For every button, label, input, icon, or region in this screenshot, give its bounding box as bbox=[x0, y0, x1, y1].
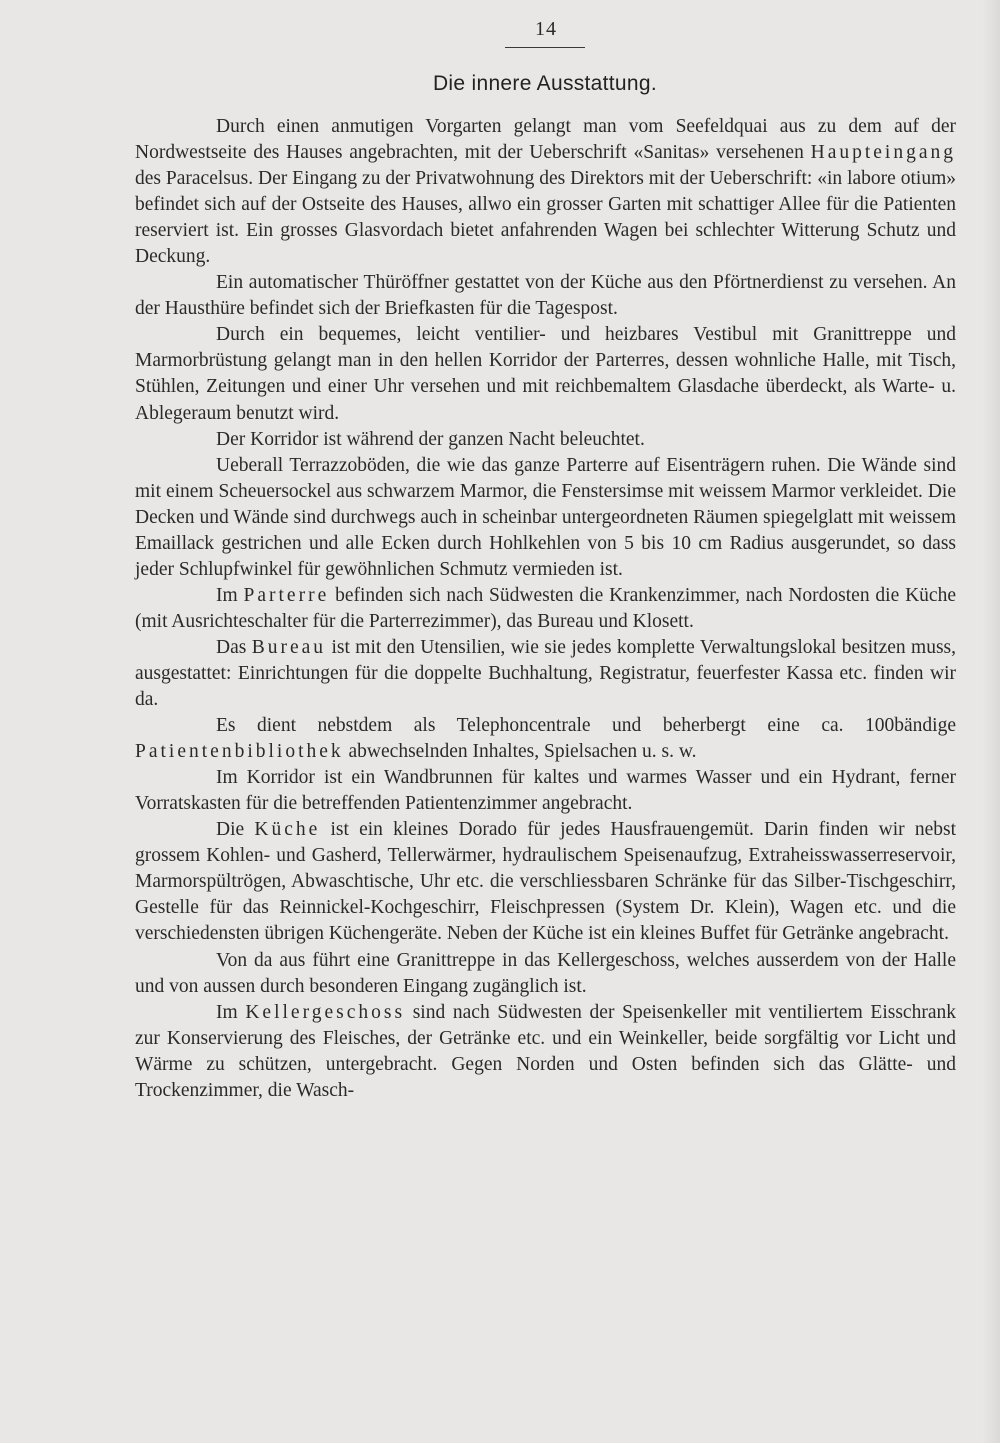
spaced-term-patientenbibliothek: Patientenbibliothek bbox=[135, 741, 344, 763]
text-run: ist ein kleines Dorado für jedes Hausfrauengemüt. Darin finden wir nebst grossem Kohlen- und Gasherd, Tellerwärmer, hydraulischem Speisenaufzug, Extraheisswasserreservoir, Marmorspültrögen, Abwaschtische, Uhr etc. die verschliessbaren Schränke für das Silber-Tischgeschirr, Gestelle für das Reinnickel-Kochgeschirr, Fleischpressen (System Dr. Klein), Wagen etc. und die verschiedensten übrigen Küchengeräte. Neben der Küche ist ein kleines Buffet für Getränke angebracht. bbox=[135, 819, 957, 945]
spaced-term-haupteingang: Haupteingang bbox=[810, 142, 956, 164]
text-run: Im bbox=[216, 1001, 246, 1023]
text-run: Im Korridor ist ein Wandbrunnen für kaltes und warmes Wasser und ein Hydrant, ferner Vorratskasten für die betreffenden Patientenzimmer angebracht. bbox=[135, 767, 956, 815]
paragraph-door-opener bbox=[135, 270, 956, 322]
paragraph-entrance bbox=[135, 114, 956, 270]
page-number-rule bbox=[505, 47, 585, 48]
paragraph-staircase bbox=[135, 948, 956, 1000]
text-run: befinden sich nach Südwesten die Krankenzimmer, nach Nordosten die Küche (mit Ausrichteschalter für die Parterrezimmer), das Bureau und Klosett. bbox=[135, 584, 956, 632]
text-run: Von da aus führt eine Granittreppe in das Kellergeschoss, welches ausserdem von der Halle und von aussen durch besonderen Eingang zugänglich ist. bbox=[135, 949, 956, 997]
spaced-term-kueche: Küche bbox=[254, 819, 321, 841]
text-run: Durch ein bequemes, leicht ventilier- und heizbares Vestibul mit Granittreppe und Marmorbrüstung gelangt man in den hellen Korridor der Parterres, dessen wohnliche Halle, mit Tisch, Stühlen, Zeitungen und einer Uhr versehen und mit reichbemaltem Glasdache überdeckt, als Warte- u. Ablegeraum benutzt wird. bbox=[135, 324, 956, 424]
spaced-term-parterre: Parterre bbox=[243, 584, 330, 606]
text-run: abwechselnden Inhaltes, Spielsachen u. s. w. bbox=[343, 741, 697, 763]
text-run: Es dient nebstdem als Telephoncentrale und beherbergt eine ca. 100bändige bbox=[216, 715, 956, 737]
text-run: Das bbox=[216, 636, 252, 658]
text-run: Durch einen anmutigen Vorgarten gelangt man vom Seefeldquai aus zu dem auf der Nordwestseite des Hauses angebrachten, mit der Ueberschrift «Sanitas» versehenen bbox=[135, 116, 956, 164]
paragraph-kitchen bbox=[135, 817, 956, 947]
text-run: Ein automatischer Thüröffner gestattet von der Küche aus den Pförtnerdienst zu versehen. An der Hausthüre befindet sich der Briefkasten für die Tagespost. bbox=[135, 272, 956, 320]
text-run: Ueberall Terrazzoböden, die wie das ganze Parterre auf Eisenträgern ruhen. Die Wände sind mit einem Scheuersockel aus schwarzem Marmor, die Fenstersimse mit weissem Marmor verkleidet. Die Decken und Wände sind durchwegs auch in scheinbar untergeordneten Räumen spiegelglatt mit weissem Emaillack gestrichen und alle Ecken durch Hohlkehlen von 5 bis 10 cm Radius ausgerundet, so dass jeder Schlupfwinkel für gewöhnlichen Schmutz vermieden ist. bbox=[135, 454, 956, 580]
paragraph-vestibule bbox=[135, 322, 956, 426]
text-run: ist mit den Utensilien, wie sie jedes komplette Verwaltungslokal besitzen muss, ausgestattet: Einrichtungen für die doppelte Buchhaltung, Registratur, feuerfester Kassa etc. finden wir da. bbox=[135, 636, 957, 711]
text-run: sind nach Südwesten der Speisenkeller mit ventiliertem Eisschrank zur Konservierung des Fleisches, der Getränke etc. und ein Weinkeller, beide sorgfältig vor Licht und Wärme zu schützen, untergebracht. Gegen Norden und Osten befinden sich das Glätte- und Trockenzimmer, die Wasch- bbox=[135, 1001, 956, 1101]
paragraph-corridor-light bbox=[135, 427, 956, 453]
spaced-term-bureau: Bureau bbox=[251, 636, 327, 658]
text-run: Der Korridor ist während der ganzen Nacht beleuchtet. bbox=[216, 428, 645, 450]
paragraph-basement bbox=[135, 1000, 956, 1104]
paragraph-telephone bbox=[135, 713, 956, 765]
text-run: des Paracelsus. Der Eingang zu der Privatwohnung des Direktors mit der Ueberschrift: «in labore otium» befindet sich auf der Ostseite des Hauses, allwo ein grosser Garten mit schattiger Allee für die Patienten reserviert ist. Ein grosses Glasvordach bietet anfahrenden Wagen bei schlechter Witterung Schutz und Deckung. bbox=[135, 168, 956, 268]
paragraph-parterre bbox=[135, 583, 956, 635]
paragraph-floors-walls bbox=[135, 453, 956, 583]
paragraph-wall-fountain bbox=[135, 765, 956, 817]
text-run: Im bbox=[216, 584, 244, 606]
body-text bbox=[135, 114, 956, 1104]
section-heading: Die innere Ausstattung. bbox=[432, 72, 658, 95]
text-run: Die bbox=[216, 819, 255, 841]
page-number: 14 bbox=[535, 18, 557, 40]
paragraph-bureau bbox=[135, 635, 956, 713]
page-edge-shadow bbox=[982, 0, 1000, 1443]
spaced-term-kellergeschoss: Kellergeschoss bbox=[245, 1001, 406, 1023]
